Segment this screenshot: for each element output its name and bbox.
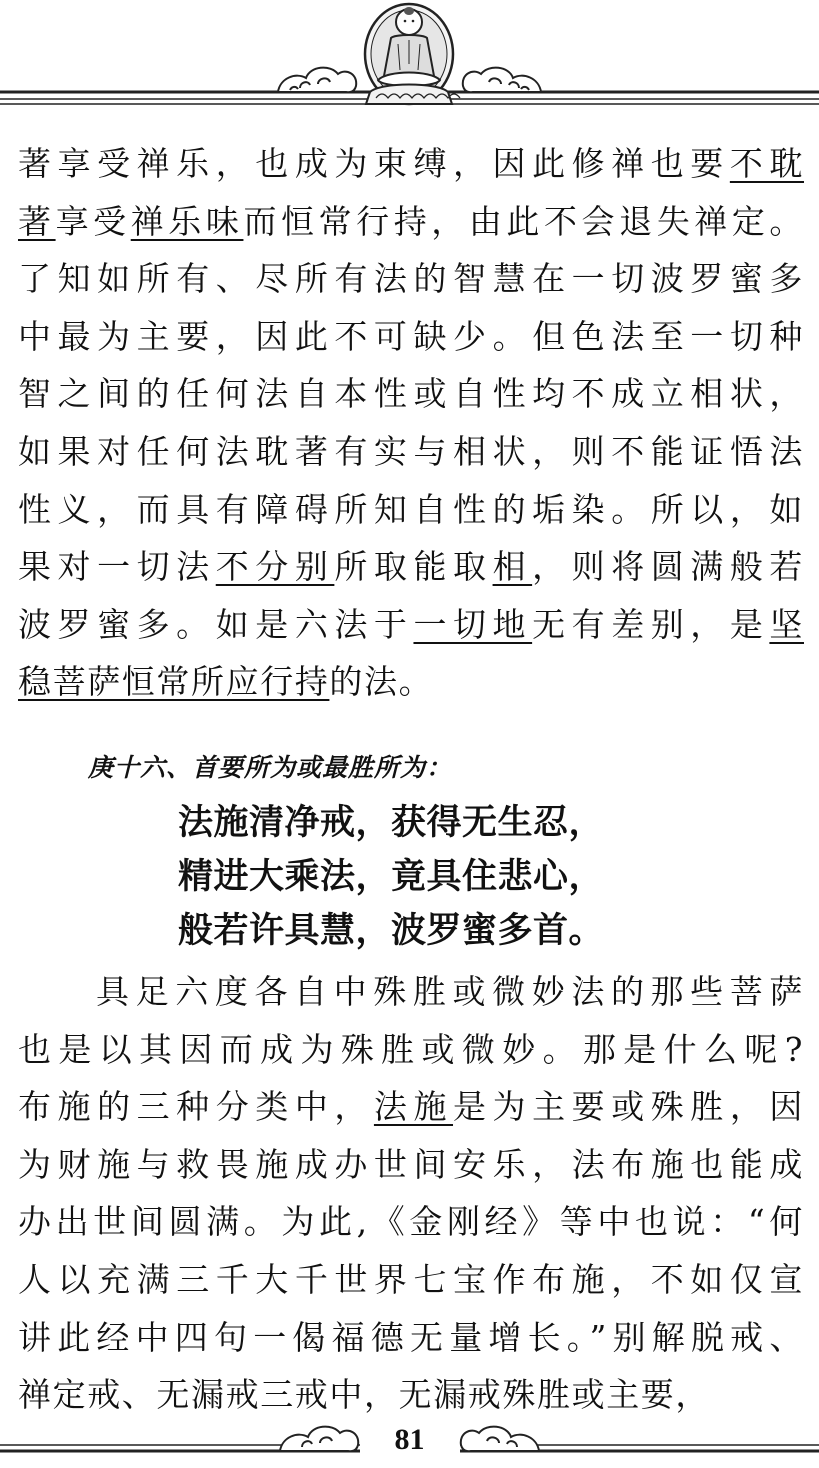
text-run: 性义，而具有障碍所知自性的垢染。所以，如 xyxy=(18,489,804,529)
underlined-text: 著 xyxy=(18,201,56,241)
text-run: ，则将圆满般若 xyxy=(532,547,804,587)
text-line xyxy=(18,653,804,711)
underlined-text: 不分别 xyxy=(215,547,335,587)
text-run: 为财施与救畏施成办世间安乐，法布施也能成 xyxy=(18,1144,804,1184)
text-run: 是为主要或殊胜，因 xyxy=(453,1087,804,1127)
cloud-scroll-right-icon xyxy=(463,68,541,93)
text-run: 如果对任何法耽著有实与相状，则不能证悟法 xyxy=(18,431,804,471)
text-run: 布施的三种分类中， xyxy=(18,1087,374,1127)
text-line xyxy=(18,481,804,539)
underlined-text: 一切地 xyxy=(413,604,533,644)
text-run: 人以充满三千大千世界七宝作布施，不如仅宣 xyxy=(18,1259,804,1299)
buddha-seated-icon xyxy=(365,4,460,104)
text-run: 中最为主要，因此不可缺少。但色法至一切种 xyxy=(18,316,804,356)
verse-line: 般若许具慧，波罗蜜多首。 xyxy=(178,911,605,951)
text-line xyxy=(18,1136,804,1194)
text-run: 了知如所有、尽所有法的智慧在一切波罗蜜多 xyxy=(18,259,804,299)
underlined-text: 坚 xyxy=(769,604,804,644)
text-run: 所取能取 xyxy=(334,547,493,587)
text-line xyxy=(18,365,804,423)
page-number: 81 xyxy=(394,1423,425,1456)
underlined-text: 禅乐味 xyxy=(130,201,244,241)
text-run: 禅定戒、无漏戒三戒中，无漏戒殊胜或主要， xyxy=(18,1375,710,1415)
text-line xyxy=(18,193,804,251)
verse-block xyxy=(178,796,604,958)
paragraph-1 xyxy=(18,135,804,711)
text-run: 具足六度各自中殊胜或微妙法的那些菩萨 xyxy=(96,972,804,1011)
text-run: 果对一切法 xyxy=(18,547,216,587)
text-line xyxy=(18,308,804,366)
text-line xyxy=(18,1193,804,1251)
text-run: 讲此经中四句一偈福德无量增长。”别解脱戒、 xyxy=(18,1317,804,1357)
verse-line: 精进大乘法，竟具住悲心， xyxy=(178,857,605,897)
text-run: 波罗蜜多。如是六法于 xyxy=(18,604,414,644)
text-line xyxy=(18,963,804,1021)
underlined-text: 不耽 xyxy=(729,144,804,183)
text-run: 而恒常行持，由此不会退失禅定。 xyxy=(243,201,804,241)
underlined-text: 法施 xyxy=(373,1087,454,1127)
header-ornament xyxy=(0,0,819,115)
underlined-text: 稳菩萨恒常所应行持 xyxy=(18,662,330,702)
section-heading: 庚十六、首要所为或最胜所为： xyxy=(88,753,453,782)
verse-line: 法施清净戒，获得无生忍， xyxy=(178,803,605,843)
text-line xyxy=(18,423,804,481)
underlined-text: 相 xyxy=(492,547,533,587)
text-line xyxy=(18,1309,804,1367)
text-run: 的法。 xyxy=(329,662,434,702)
text-line xyxy=(18,250,804,308)
text-line xyxy=(18,538,804,596)
page-header xyxy=(0,0,819,115)
text-run: 也是以其因而成为殊胜或微妙。那是什么呢? xyxy=(18,1029,804,1069)
text-run: 无有差别，是 xyxy=(532,604,770,644)
text-line xyxy=(18,596,804,654)
text-run: 著享受禅乐，也成为束缚，因此修禅也要 xyxy=(18,144,730,183)
paragraph-2 xyxy=(18,963,804,1424)
text-line xyxy=(18,135,804,193)
text-line xyxy=(18,1251,804,1309)
text-run: 办出世间圆满。为此,《金刚经》等中也说：“何 xyxy=(18,1202,804,1242)
cloud-scroll-left-icon xyxy=(278,68,356,93)
text-line xyxy=(18,1021,804,1079)
text-run: 享受 xyxy=(55,201,131,241)
text-run: 智之间的任何法自本性或自性均不成立相状， xyxy=(18,374,804,414)
text-line xyxy=(18,1078,804,1136)
